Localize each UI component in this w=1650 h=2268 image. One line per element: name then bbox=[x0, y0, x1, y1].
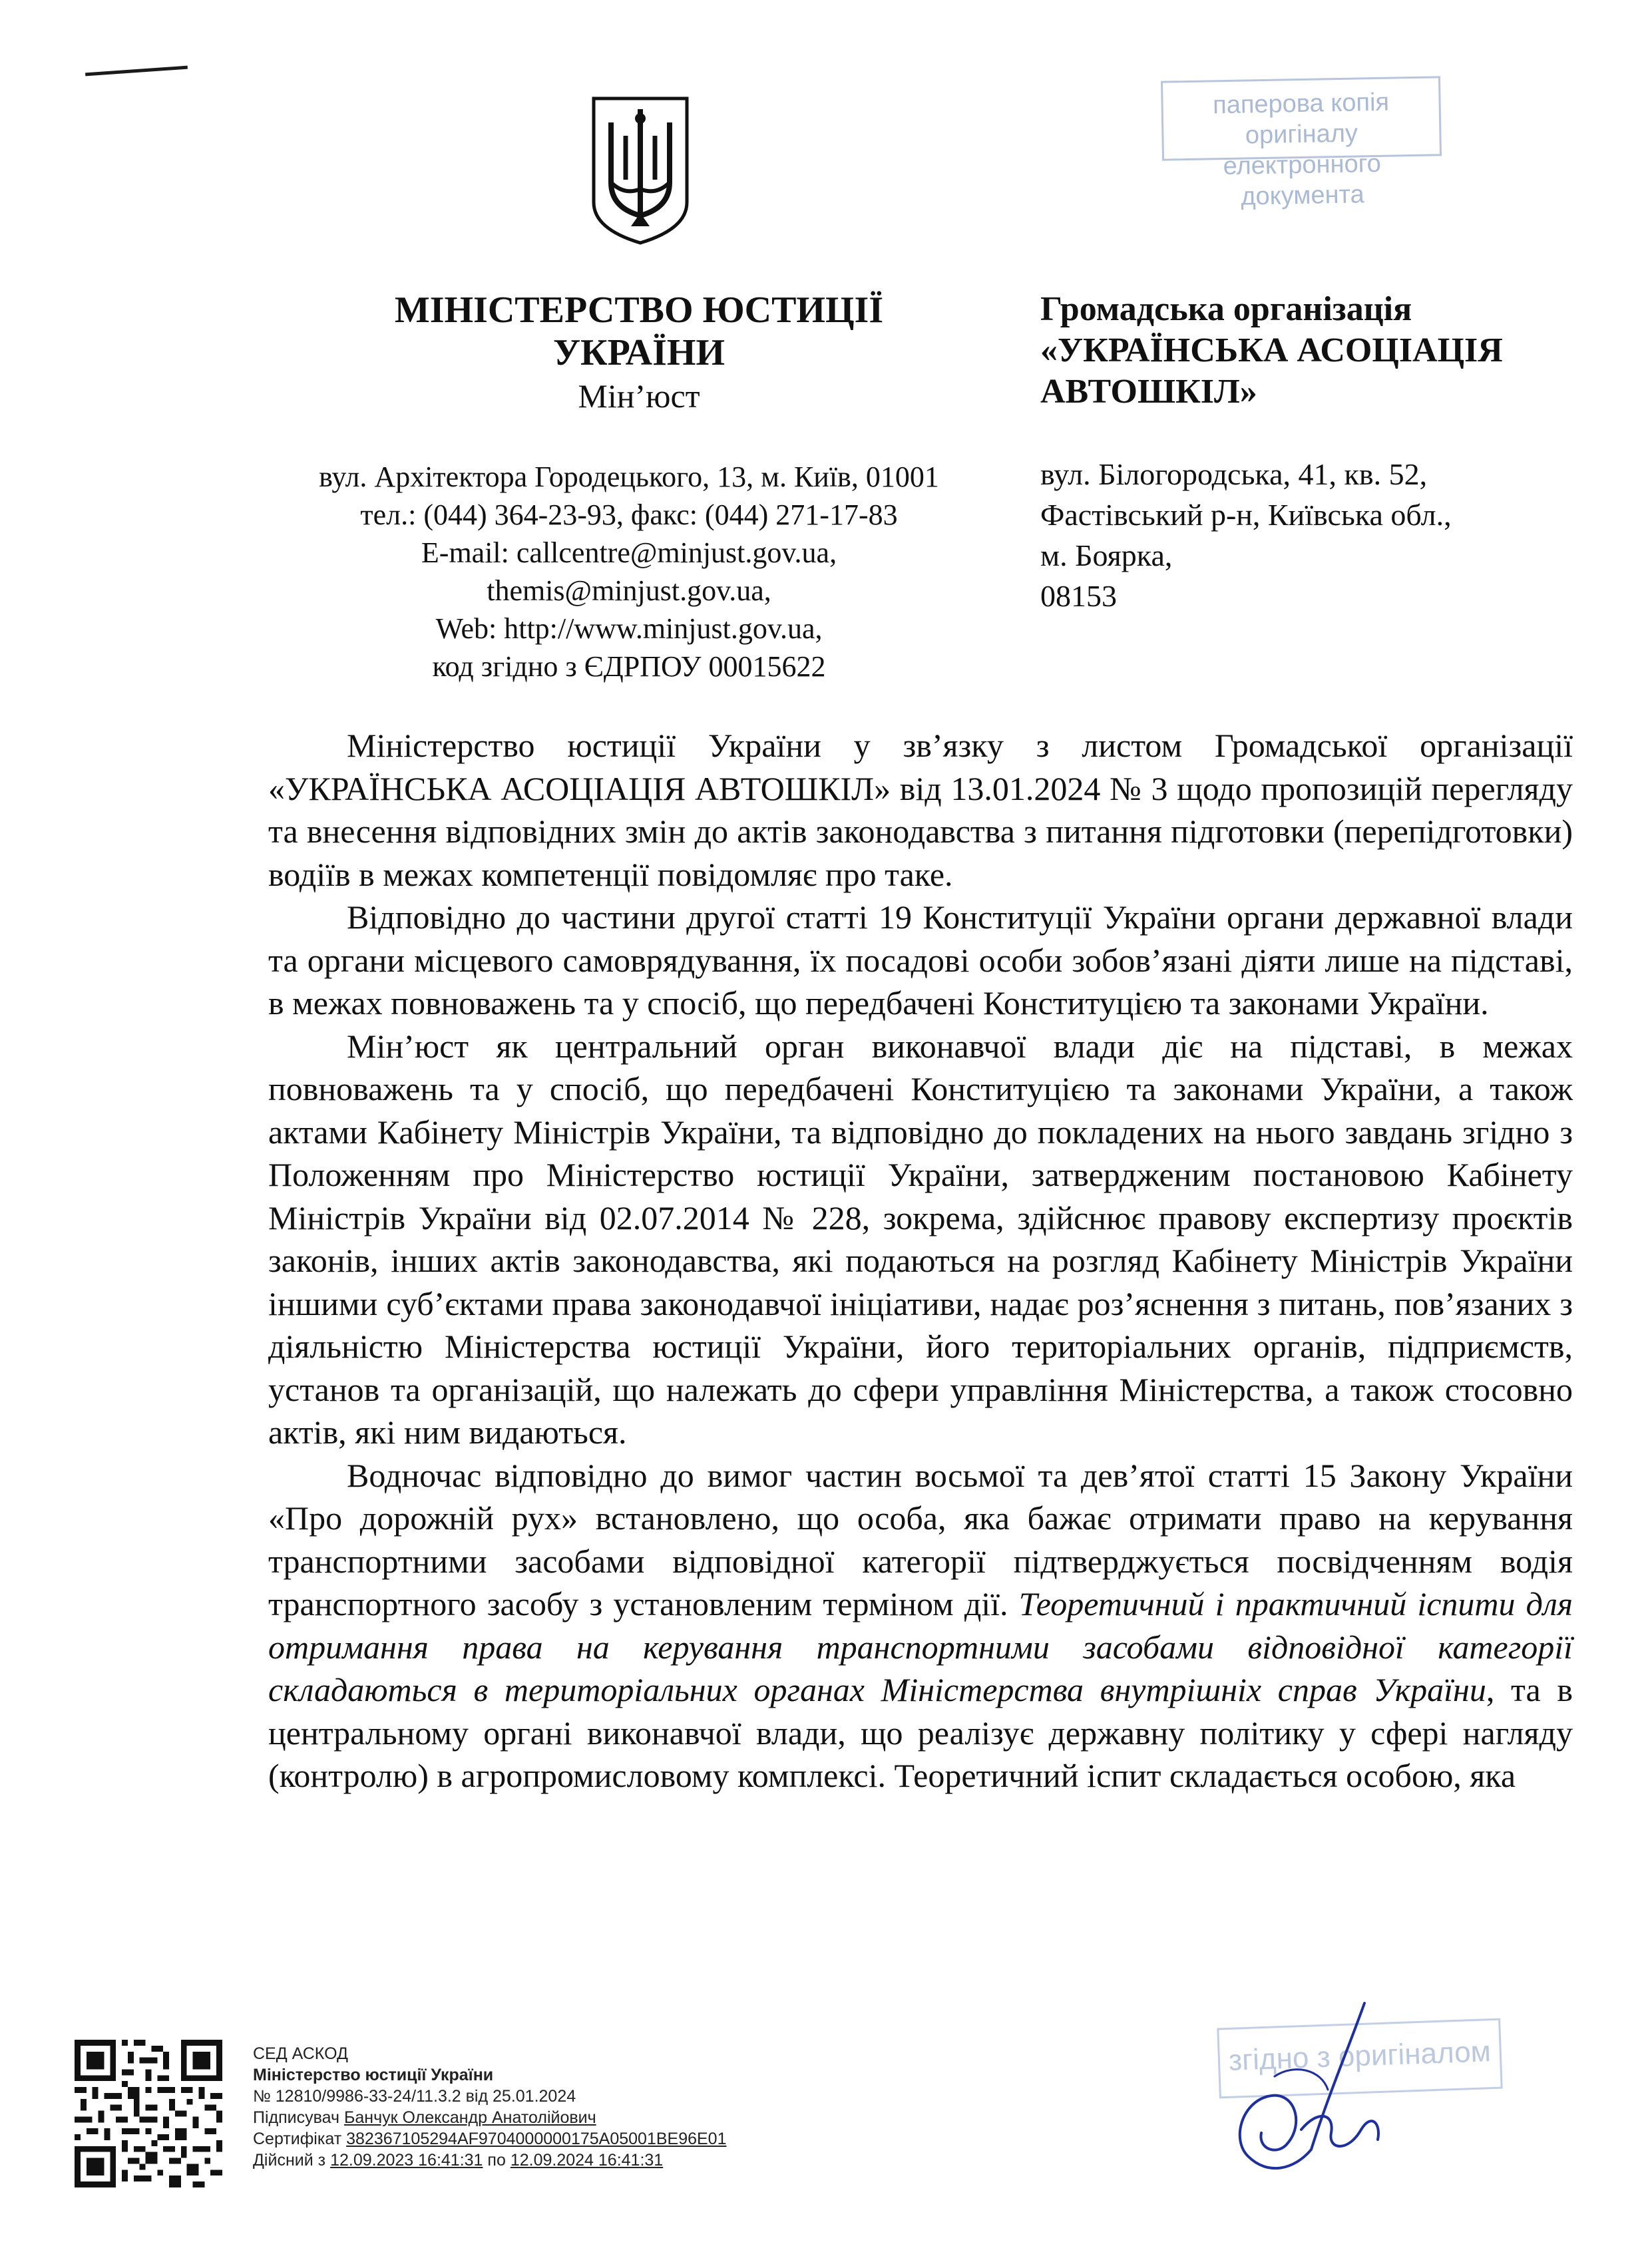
sed-valid-from: 12.09.2023 16:41:31 bbox=[330, 2151, 483, 2170]
sender-phone: тел.: (044) 364-23-93, факс: (044) 271-17-83 bbox=[360, 498, 898, 531]
copy-stamp-line-1: паперова копія оригіналу bbox=[1212, 88, 1390, 150]
sed-validity-row bbox=[253, 2150, 726, 2171]
recipient-block bbox=[1040, 289, 1613, 616]
sed-number: № 12810/9986-33-24/11.3.2 від 25.01.2024 bbox=[253, 2087, 576, 2106]
recipient-address-line: м. Боярка, bbox=[1040, 538, 1173, 572]
sender-contacts bbox=[253, 458, 1005, 685]
paragraph-2: Відповідно до частини другої статті 19 Конституції України органи державної влади та органи місцевого самоврядування, їх посадові особи зобов’язані діяти лише на підставі, в межах повноважень та у спосіб, що передбачені Конституцією та законами України. bbox=[268, 898, 1573, 1022]
recipient-org-line-3: АВТОШКІЛ» bbox=[1040, 373, 1257, 411]
recipient-address bbox=[1040, 454, 1613, 616]
sender-web: Web: http://www.minjust.gov.ua, bbox=[435, 612, 823, 645]
sed-system: СЕД АСКОД bbox=[253, 2044, 348, 2063]
sed-cert-row bbox=[253, 2128, 726, 2150]
letter-body bbox=[268, 724, 1573, 1797]
sender-header bbox=[273, 289, 1005, 418]
paragraph-3: Мін’юст як центральний орган виконавчої влади діє на підставі, в межах повноважень та у спосіб, що передбачені Конституцією та законами України, а також актами Кабінету Міністрів України, та відповідно до покладених на нього завдань згідно з Положенням про Міністерство юстиції України, затвердженим постановою Кабінету Міністрів України від 02.07.2014 № 228, зокрема, здійснює правову експертизу проєктів законів, інших актів законодавства, які подаються на розгляд Кабінету Міністрів України іншими суб’єктами права законодавчої ініціативи, надає роз’яснення з питань, пов’язаних з діяльністю Міністерства юстиції України, його територіальних органів, підприємств, установ та організацій, що належать до сфери управління Міністерства, а також стосовно актів, які ним видаються. bbox=[268, 1027, 1573, 1451]
paragraph-4-italic: Теоретичний і практичний іспити для отримання права на керування транспортними засобами відповідної категорії складаються в територіальних органах Міністерства внутрішніх справ України bbox=[268, 1585, 1573, 1708]
ministry-title-line-1: МІНІСТЕРСТВО ЮСТИЦІЇ bbox=[394, 289, 884, 331]
coat-of-arms-icon bbox=[591, 96, 690, 246]
conformity-stamp: згідно з оригіналом bbox=[1217, 2018, 1502, 2099]
sed-signer-label: Підписувач bbox=[253, 2108, 339, 2127]
sed-cert-label: Сертифікат bbox=[253, 2130, 342, 2148]
paragraph-4 bbox=[268, 1454, 1573, 1797]
handwritten-signature bbox=[1195, 1996, 1421, 2196]
sed-valid-to-label: по bbox=[487, 2151, 506, 2170]
sender-address: вул. Архітектора Городецького, 13, м. Київ, 01001 bbox=[319, 461, 939, 493]
sed-signer-name: Банчук Олександр Анатолійович bbox=[343, 2108, 596, 2127]
copy-stamp-line-2: електронного документа bbox=[1223, 149, 1382, 211]
e-signature-block bbox=[253, 2043, 726, 2171]
sender-email-2: themis@minjust.gov.ua, bbox=[487, 574, 771, 607]
ministry-short-name: Мін’юст bbox=[578, 377, 700, 415]
recipient-address-line: вул. Білогородська, 41, кв. 52, bbox=[1040, 457, 1428, 491]
recipient-address-line: Фастівський р-н, Київська обл., bbox=[1040, 498, 1452, 532]
copy-stamp bbox=[1161, 76, 1442, 211]
sed-org: Міністерство юстиції України bbox=[253, 2066, 494, 2084]
sed-valid-to: 12.09.2024 16:41:31 bbox=[510, 2151, 664, 2170]
sender-edrpou: код згідно з ЄДРПОУ 00015622 bbox=[432, 650, 826, 683]
recipient-org-line-1: Громадська організація bbox=[1040, 290, 1412, 328]
corner-mark bbox=[85, 66, 188, 77]
qr-code-icon bbox=[75, 2040, 222, 2187]
recipient-address-line: 08153 bbox=[1040, 579, 1117, 613]
paragraph-4-text-a: Водночас відповідно до вимог частин восьмої та дев’ятої статті 15 Закону України «Про дорожній рух» встановлено, що особа, яка бажає отримати право на керування транспортними засобами відповідної категорії підтверджується посвідченням водія транспортного засобу з установленим терміном дії. bbox=[268, 1456, 1573, 1622]
sender-email: E-mail: callcentre@minjust.gov.ua, bbox=[421, 536, 837, 569]
paragraph-1: Міністерство юстиції України у зв’язку з листом Громадської організації «УКРАЇНСЬКА АСОЦІАЦІЯ АВТОШКІЛ» від 13.01.2024 № 3 щодо пропозицій перегляду та внесення відповідних змін до актів законодавства з питання підготовки (перепідготовки) водіїв в межах компетенції повідомляє про таке. bbox=[268, 727, 1573, 893]
ministry-title-line-2: УКРАЇНИ bbox=[552, 332, 725, 373]
sed-cert-id: 382367105294AF9704000000175A05001BE96E01 bbox=[346, 2130, 727, 2148]
recipient-org-line-2: «УКРАЇНСЬКА АСОЦІАЦІЯ bbox=[1040, 331, 1503, 369]
sed-valid-from-label: Дійсний з bbox=[253, 2151, 326, 2170]
paragraph-4-text-b: , та в центральному органі виконавчої влади, що реалізує державну політику у сфері нагляду (контролю) в агропромисловому комплексі. Теоретичний іспит складається особою, яка bbox=[268, 1671, 1573, 1794]
sed-signer-row bbox=[253, 2107, 726, 2128]
